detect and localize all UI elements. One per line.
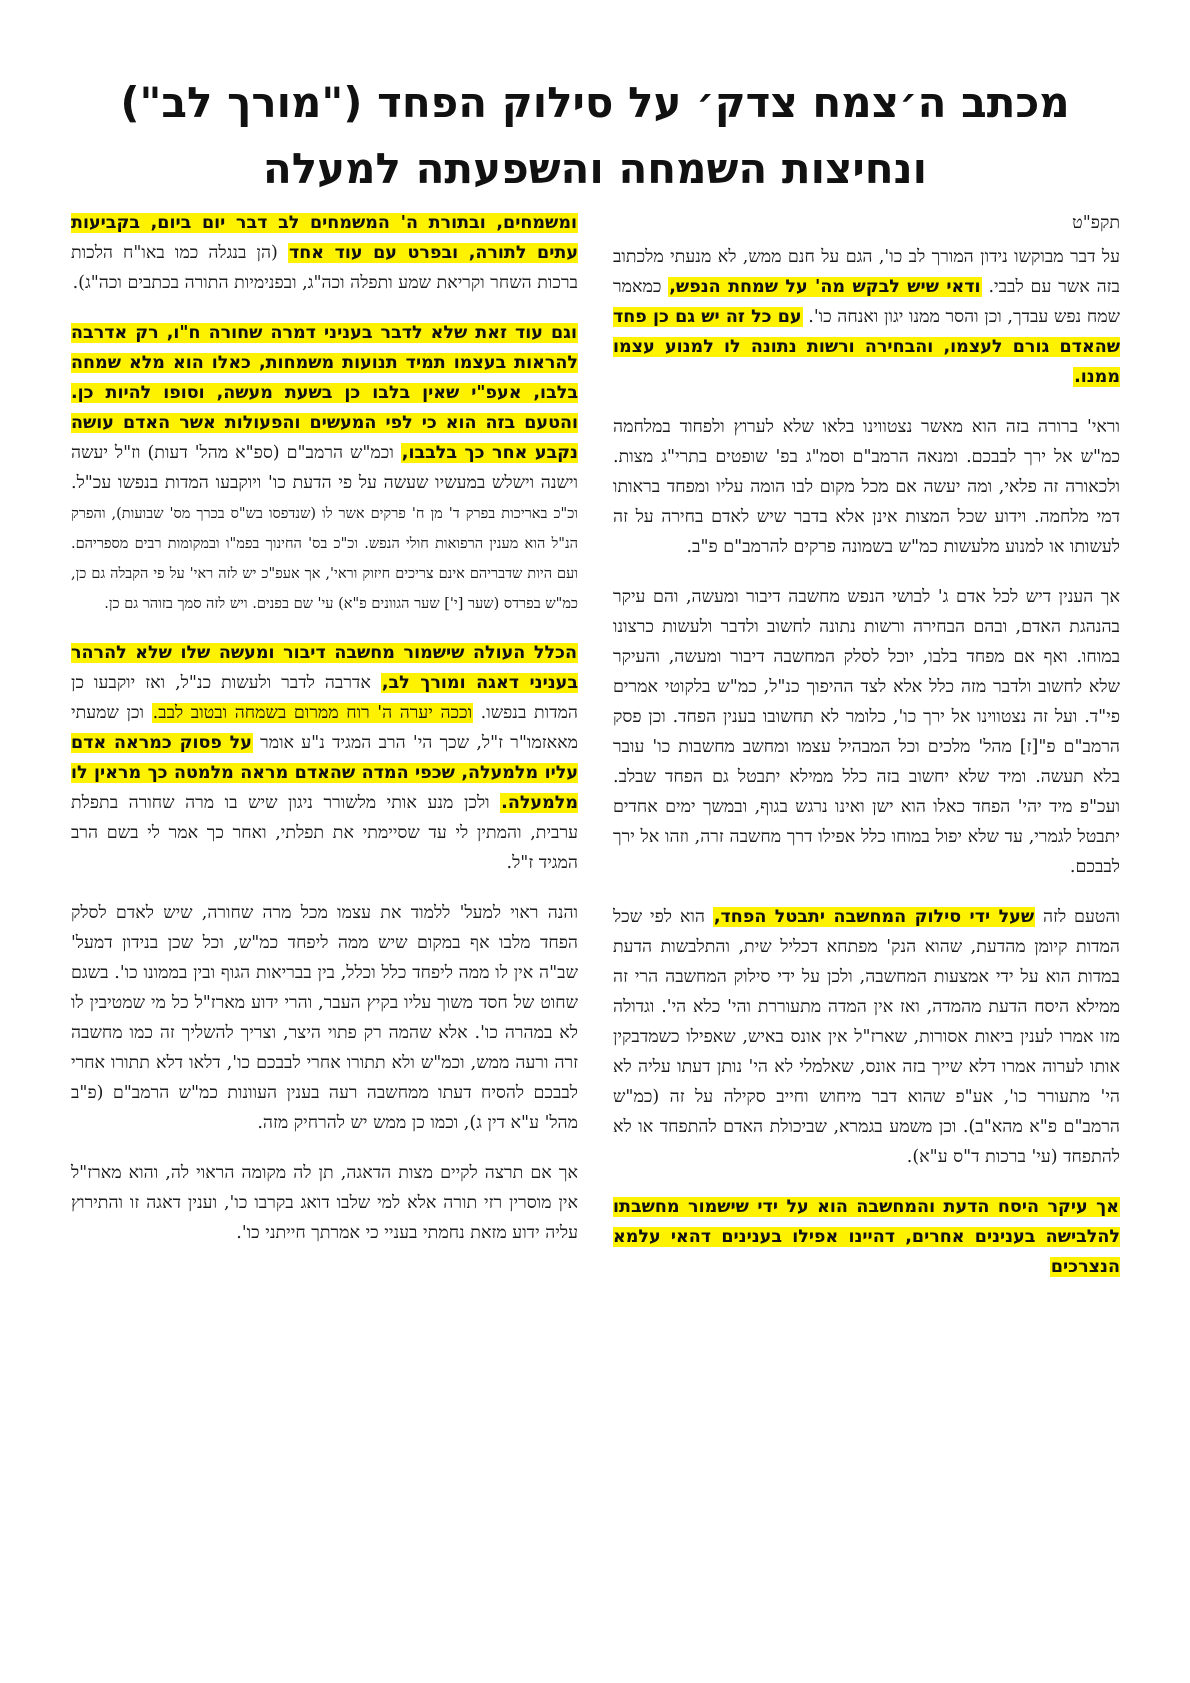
- paragraph-proof: וראי' ברורה בזה הוא מאשר נצטווינו בלאו שלא לערוץ ולפחוד במלחמה כמ"ש אל ירך לבבכם. ומנאה הרמב"ם וסמ"ג בפ' שופטים בתרי"ג מצות. ולכאורה זה פלאי, ומה יעשה אם מכל מקום לבו הומה עליו ומפחד בראותו דמי מלחמה. וידוע שכל המצות אינן אלא בדבר שיש לאדם בחירה על זה לעשותו או למנוע מלעשות כמ"ש בשמונה פרקים להרמב"ם פ"ב.: [613, 417, 1120, 557]
- text-run: על דבר מבוקשו נידון המורך לב כו', הגם על חנם ממש, לא מנעתי מלכתוב בזה אשר עם לבבי.: [613, 247, 1120, 297]
- text-run: וכמ"ש הרמב"ם (ספ"א מהל' דעות) וז"ל יעשה וישנה וישלש במעשיו שעשה על פי הדעת כו' ויוקבעו המדות בנפשו עכ"ל.: [71, 443, 578, 493]
- dateline: תקפ"ט: [1072, 213, 1120, 233]
- text-run: וכן שמעתי מאאזמו"ר ז"ל, שכך הי' הרב המגיד נ"ע אומר: [71, 703, 578, 753]
- page-title: [60, 70, 1130, 202]
- highlight-run: ודאי שיש לבקש מה' על שמחת הנפש,: [669, 277, 981, 297]
- highlight-run: על פסוק כמראה אדם עליו מלמעלה, שכפי המדה שהאדם מראה מלמטה כך מראין לו מלמעלה.: [71, 733, 578, 813]
- paragraph-reason: [613, 902, 1120, 1172]
- highlight-run: עם כל זה יש גם כן פחד שהאדם גורם לעצמו, והבחירה ורשות נתונה לו למנוע עצמו ממנו.: [613, 307, 1120, 387]
- paragraph-main-point: [613, 1192, 1120, 1282]
- highlight-run: וגם עוד זאת שלא לדבר בעניני דמרה שחורה ח"ו, רק אדרבה להראות בעצמו תמיד תנועות משמחות, כאלו הוא מלא שמחה בלבו, אעפ"י שאין בלבו כן בשעת מעשה, וסופו להיות כן. והטעם בזה הוא כי לפי המעשים והפעולות אשר האדם עושה נקבע אחר כך בלבבו,: [71, 323, 578, 463]
- highlight-run: שעל ידי סילוק המחשבה יתבטל הפחד,: [713, 907, 1035, 927]
- left-column: [71, 208, 578, 1268]
- text-run: ולכן מנע אותי מלשורר ניגון שיש בו מרה שחורה בתפלת ערבית, והמתין לי עד שסיימתי את תפלתי, ואחר כך אמר לי בשם הרב המגיד ז"ל.: [71, 793, 578, 873]
- text-run: והטעם לזה: [1043, 907, 1120, 927]
- highlight-run: ומשמחים, ובתורת ה' המשמחים לב דבר יום ביום, בקביעות עתים לתורה, ובפרט עם עוד אחד: [71, 213, 579, 263]
- text-run: (הן בנגלה כמו באו"ח הלכות ברכות השחר וקריאת שמע ותפלה וכה"ג, ובפנימיות התורה בכתבים וכה"ג).: [71, 243, 578, 293]
- highlight-run: הכלל העולה שישמור מחשבה דיבור ומעשה שלו שלא להרהר בעניני דאגה ומורך לב,: [71, 643, 578, 693]
- paragraph-melancholy: והנה ראוי למעל' ללמוד את עצמו מכל מרה שחורה, שיש לאדם לסלק הפחד מלבו אף במקום שיש ממה ליפחד כמ"ש, וכל שכן בנידון דמעל' שב"ה אין לו ממה ליפחד כלל וכלל, בין בבריאות הגוף ובין בממונו כו'. בשגם שחוט של חסד משוך עליו בקיץ העבר, והרי ידוע מארז"ל כל מי שמטיבין לו לא במהרה כו'. אלא שהמה רק פתוי היצר, וצריך להשליך זה כמו מחשבה זרה ורעה ממש, וכמ"ש ולא תתורו אחרי לבבכם כו', דלאו דלא תתורו אחרי לבבכם להסיח דעתו ממחשבה רעה בענין העוונות כמ"ש הרמב"ם (פ"ב מהל' ע"א דין ג), וכמו כן ממש יש להרחיק מזה.: [71, 903, 578, 1133]
- text-run: כמאמר שמח נפש עבדך, וכן והסר ממנו יגון ואנחה כו'.: [613, 277, 1120, 327]
- title-line-1: מכתב ה׳צמח צדק׳ על סילוק הפחד ("מורך לב"): [120, 78, 1070, 127]
- paragraph-worry: אך אם תרצה לקיים מצות הדאגה, תן לה מקומה הראוי לה, והוא מארז"ל אין מוסרין רזי תורה אלא למי שלבו דואג בקרבו כו', וענין דאגה זו והתירוץ עליה ידוע מזאת נחמתי בעניי כי אמרתך חייתני כו'.: [71, 1163, 578, 1243]
- title-line-2: ונחיצות השמחה והשפעתה למעלה: [262, 144, 928, 193]
- paragraph-garments: אך הענין דיש לכל אדם ג' לבושי הנפש מחשבה דיבור ומעשה, והם עיקר בהנהגת האדם, ובהם הבחירה ורשות נתונה לחשוב ולדבר ולעשות כרצונו במוחו. ואף אם מפחד בלבו, יוכל לסלק המחשבה דיבור ומעשה, והעיקר שלא לחשוב ולדבר מזה כלל אלא לצד ההיפוך כנ"ל, כמ"ש בלקוטי אמרים פי"ד. ועל זה נצטווינו אל ירך כו', כלומר לא תחשובו בענין הפחד. וכן פסק הרמב"ם פ"[ז] מהל' מלכים וכל המבהיל עצמו ומחשב מחשבות כו' עובר בלא תעשה. ומיד שלא יחשוב בזה כלל ממילא יתבטל גם הפחד שבלב. ועכ"פ מיד יהי' הפחד כאלו הוא ישן ואינו נרגש בגוף, ובמשך ימים אחדים יתבטל לגמרי, עד שלא יפול במוחו כלל אפילו דרך מחשבה זרה, וזהו אל ירך לבבכם.: [613, 587, 1120, 877]
- highlight-run: וככה יערה ה' רוח ממרום בשמחה ובטוב לבב.: [152, 703, 473, 723]
- paragraph-speech: [71, 318, 578, 618]
- right-column: [613, 208, 1120, 1302]
- text-run: הוא לפי שכל המדות קיומן מהדעת, שהוא הנק' מפתחא דכליל שית, והתלבשות הדעת במדות הוא על ידי אמצעות המחשבה, ולכן על ידי סילוק המחשבה הרי זה ממילא היסח הדעת מהמדה, ואז אין המדה מתעוררת והי' כלא הי'. וגדולה מזו אמרו לענין ביאות אסורות, שארז"ל אין אונס באיש, שאפילו כשמדבקין אותו לערוה אמרו דלא שייך בזה אונס, שאלמלי לא הי' נותן דעתו עליה לא הי' מתעורר כו', אע"פ שהוא דבר מיחוש וחייב סקילה על זה (כמ"ש הרמב"ם פ"א מהא"ב). וכן משמע בגמרא, שביכולת האדם להתפחד או לא להתפחד (עי' ברכות ד"ס ע"א).: [613, 907, 1120, 1167]
- paragraph-joy: [71, 208, 578, 298]
- paragraph-intro: [613, 242, 1120, 392]
- text-run: אדרבה לדבר ולעשות כנ"ל, ואז יוקבעו כן המדות בנפשו.: [71, 673, 578, 723]
- footnote-run: וכ"כ באריכות בפרק ד' מן ח' פרקים אשר לו (שנדפסו בש"ס בכרך מס' שבועות), והפרק הנ"ל הוא מענין הרפואות חולי הנפש. וכ"כ בס' החינוך בפמ"ו ובמקומות רבים מספריהם. ועם היות שדבריהם אינם צריכים חיזוק וראי', אך אעפ"כ יש לזה ראי' על פי הקבלה גם כן, כמ"ש בפרדס (שער [י'] שער הגוונים פ"א) עי' שם בפנים. ויש לזה סמך בזוהר גם כן.: [71, 506, 578, 612]
- paragraph-rule: [71, 638, 578, 878]
- highlight-run: אך עיקר היסח הדעת והמחשבה הוא על ידי שישמור מחשבתו להלבישה בענינים אחרים, דהיינו אפילו בענינים דהאי עלמא הנצרכים: [613, 1197, 1120, 1277]
